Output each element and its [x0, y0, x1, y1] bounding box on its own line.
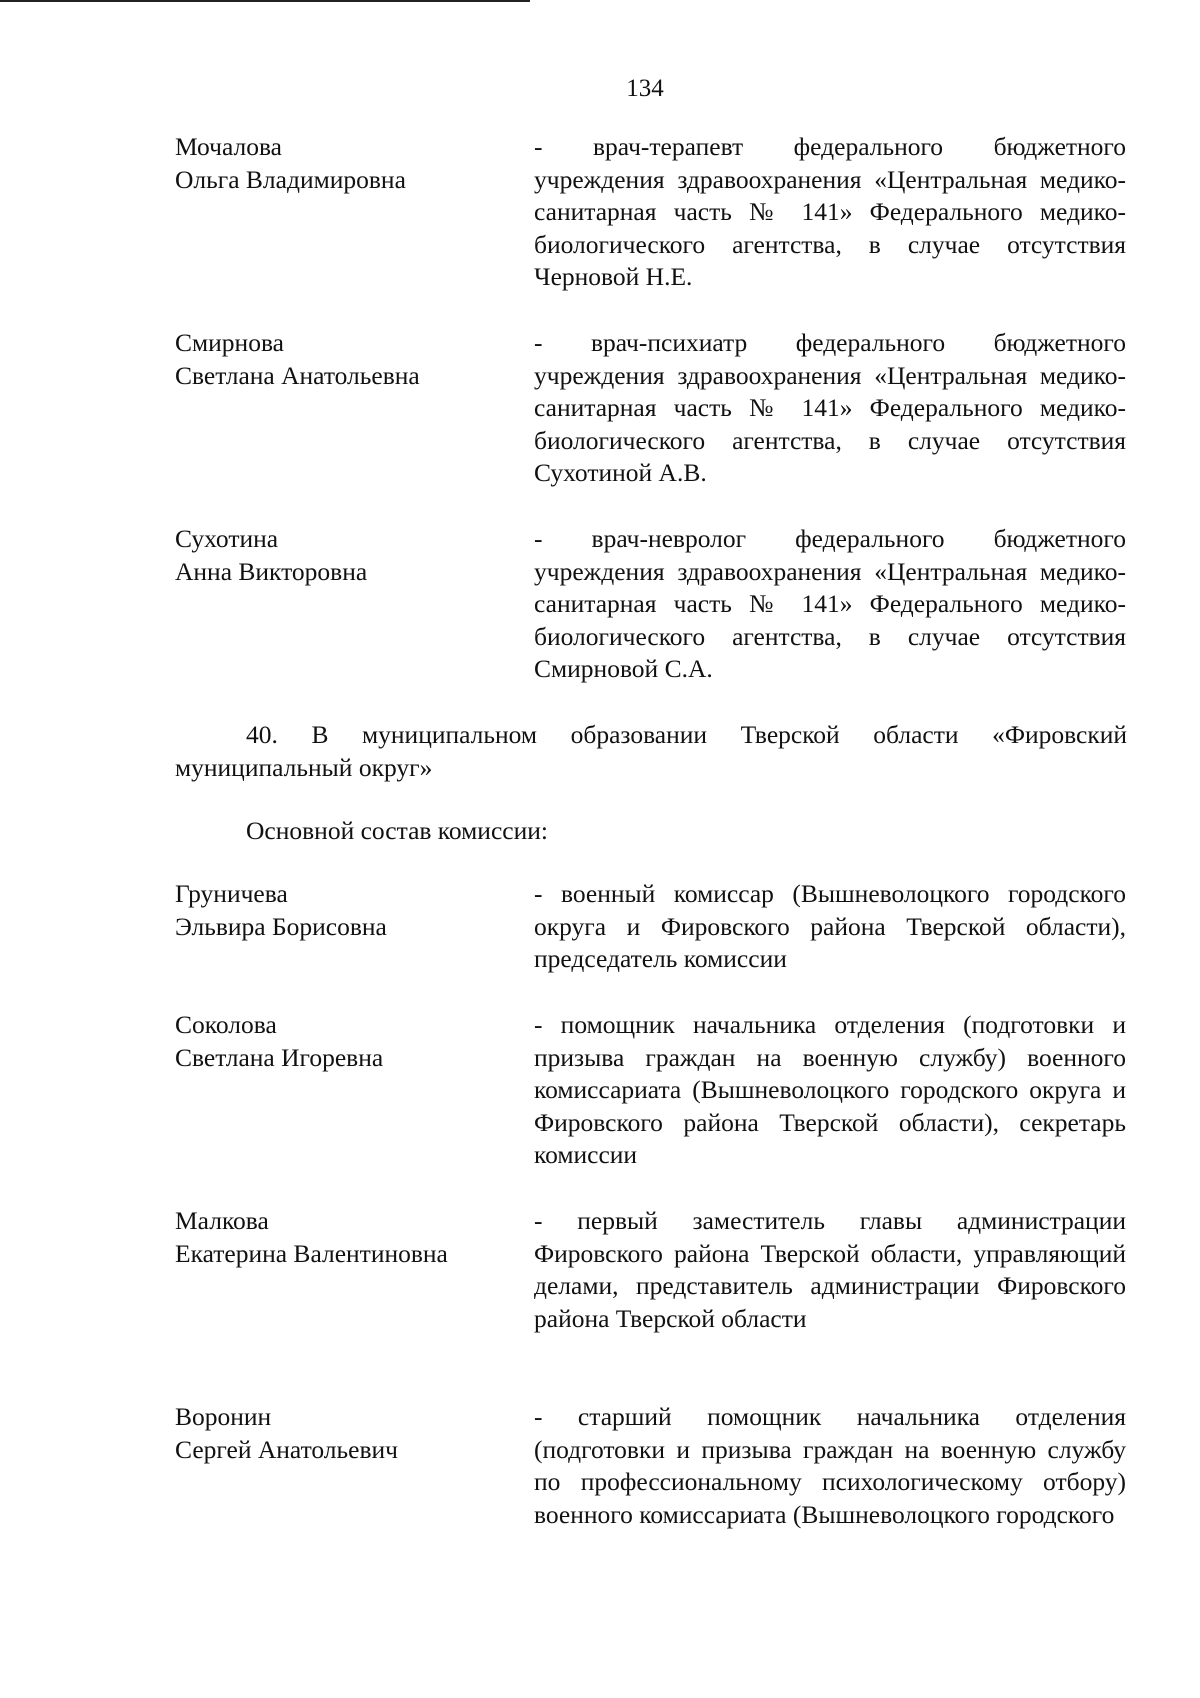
section-paragraph: 40. В муниципальном образовании Тверской области «Фировский муниципальный округ»	[175, 720, 1127, 782]
member-surname: Груничева	[175, 879, 288, 908]
member-surname: Мочалова	[175, 132, 282, 161]
member-surname: Смирнова	[175, 328, 284, 357]
composition-heading: Основной состав комиссии:	[246, 816, 548, 845]
member-name	[175, 878, 505, 943]
member-name	[175, 131, 505, 196]
member-role: - первый заместитель главы администрации Фировского района Тверской области, управляющий делами, представитель администрации Фировского района Тверской области	[534, 1206, 1126, 1333]
member-role: - старший помощник начальника отделения (подготовки и призыва граждан на военную службу по профессиональному психологическому отбору) военного комиссариата (Вышневолоцкого городского	[534, 1402, 1126, 1529]
top-edge-rule	[0, 0, 530, 2]
member-given-names: Эльвира Борисовна	[175, 911, 387, 941]
member-role: - врач-невролог федерального бюджетного учреждения здравоохранения «Центральная медико-санитарная часть № 141» Федерального медико-биологического агентства, в случае отсутствия Смирновой С.А.	[534, 524, 1126, 683]
member-given-names: Екатерина Валентиновна	[175, 1238, 448, 1268]
member-surname: Сухотина	[175, 524, 279, 553]
member-role: - помощник начальника отделения (подготовки и призыва граждан на военную службу) военного комиссариата (Вышневолоцкого городского округа и Фировского района Тверской области), секретарь комиссии	[534, 1010, 1126, 1169]
member-role: - военный комиссар (Вышневолоцкого городского округа и Фировского района Тверской области), председатель комиссии	[534, 879, 1126, 973]
member-role: - врач-терапевт федерального бюджетного учреждения здравоохранения «Центральная медико-санитарная часть № 141» Федерального медико-биологического агентства, в случае отсутствия Черновой Н.Е.	[534, 132, 1126, 291]
member-given-names: Светлана Анатольевна	[175, 360, 420, 390]
member-role: - врач-психиатр федерального бюджетного учреждения здравоохранения «Центральная медико-санитарная часть № 141» Федерального медико-биологического агентства, в случае отсутствия Сухотиной А.В.	[534, 328, 1126, 487]
member-surname: Воронин	[175, 1402, 272, 1431]
member-given-names: Светлана Игоревна	[175, 1042, 384, 1072]
member-name	[175, 1401, 505, 1466]
member-surname: Малкова	[175, 1206, 269, 1235]
member-name	[175, 327, 505, 392]
member-name	[175, 523, 505, 588]
member-given-names: Анна Викторовна	[175, 556, 368, 586]
member-given-names: Сергей Анатольевич	[175, 1434, 398, 1464]
member-given-names: Ольга Владимировна	[175, 164, 406, 194]
member-name	[175, 1205, 505, 1270]
member-surname: Соколова	[175, 1010, 277, 1039]
page-number: 134	[626, 75, 664, 102]
member-name	[175, 1009, 505, 1074]
